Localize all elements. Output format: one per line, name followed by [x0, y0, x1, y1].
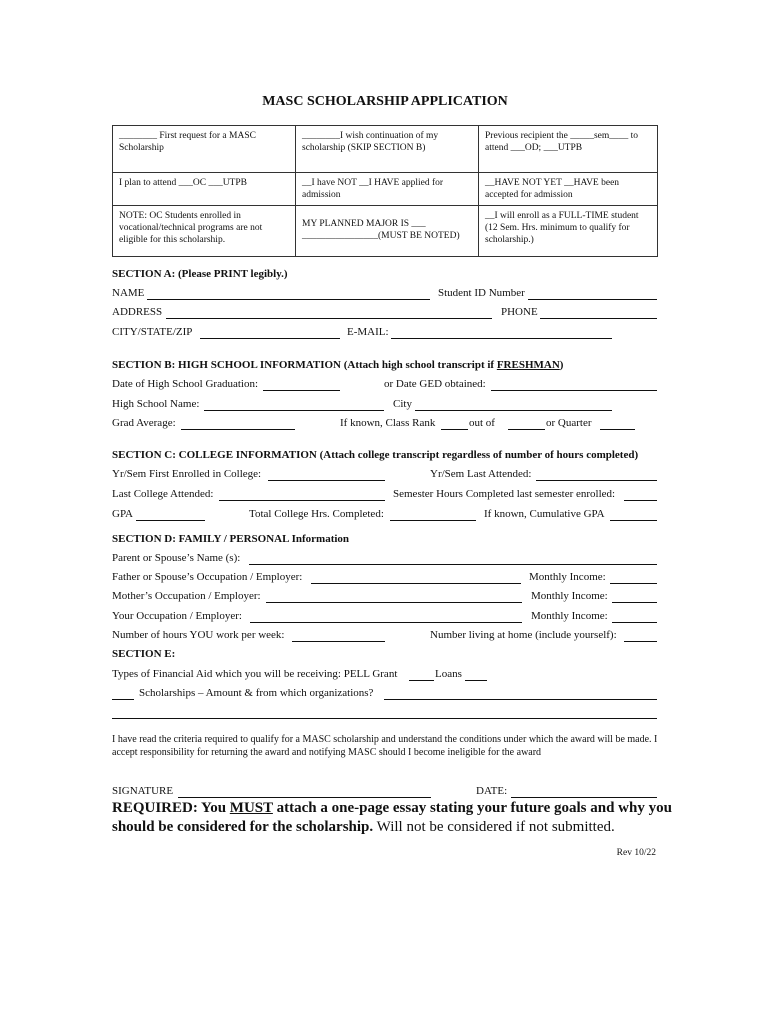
total-hours-label: Total College Hrs. Completed:: [249, 508, 384, 520]
grad-average-field[interactable]: [181, 429, 295, 430]
section-d-heading: SECTION D: FAMILY / PERSONAL Information: [112, 533, 350, 545]
hours-work-field[interactable]: [292, 641, 385, 642]
first-request-cell[interactable]: ________ First request for a MASC Scholarship: [113, 126, 296, 173]
class-rank-field[interactable]: [441, 429, 468, 430]
student-id-field[interactable]: [528, 299, 657, 300]
parent-name-label: Parent or Spouse’s Name (s):: [112, 552, 241, 564]
last-college-field[interactable]: [219, 500, 385, 501]
high-school-name-label: High School Name:: [112, 398, 200, 410]
your-income-label: Monthly Income:: [531, 610, 608, 622]
first-enrolled-field[interactable]: [268, 480, 385, 481]
high-school-name-field[interactable]: [204, 410, 384, 411]
signature-label: SIGNATURE: [112, 785, 174, 797]
loans-label: Loans: [435, 668, 462, 680]
name-field[interactable]: [147, 299, 430, 300]
aid-types-label: Types of Financial Aid which you will be receiving: PELL Grant: [112, 668, 398, 680]
name-label: NAME: [112, 287, 145, 299]
first-enrolled-label: Yr/Sem First Enrolled in College:: [112, 468, 262, 480]
revision-label: Rev 10/22: [616, 848, 656, 858]
graduation-date-label: Date of High School Graduation:: [112, 378, 259, 390]
hs-city-field[interactable]: [415, 410, 612, 411]
section-c-heading: SECTION C: COLLEGE INFORMATION (Attach college transcript regardless of number of hours completed): [112, 449, 639, 461]
section-a-heading: SECTION A: (Please PRINT legibly.): [112, 268, 288, 280]
city-state-zip-label: CITY/STATE/ZIP: [112, 326, 193, 338]
cumulative-gpa-label: If known, Cumulative GPA: [484, 508, 605, 520]
mother-occupation-label: Mother’s Occupation / Employer:: [112, 590, 261, 602]
scholarships-label: Scholarships – Amount & from which organizations?: [139, 687, 374, 699]
date-label: DATE:: [476, 785, 508, 797]
total-hours-field[interactable]: [390, 520, 476, 521]
planned-major-cell[interactable]: MY PLANNED MAJOR IS ___ ________________(MUST BE NOTED): [296, 206, 479, 257]
certification-statement: I have read the criteria required to qualify for a MASC scholarship and understand the conditions under which the award will be made. I accept responsibility for returning the award and notifying MASC should I become ineligible for the award: [112, 734, 658, 758]
quarter-label: or Quarter: [546, 417, 592, 429]
oc-note-cell: NOTE: OC Students enrolled in vocational/technical programs are not eligible for this scholarship.: [113, 206, 296, 257]
your-occupation-field[interactable]: [250, 622, 522, 623]
section-b-heading: SECTION B: HIGH SCHOOL INFORMATION (Attach high school transcript if FRESHMAN): [112, 359, 564, 371]
previous-recipient-cell[interactable]: Previous recipient the _____sem____ to attend ___OD; ___UTPB: [479, 126, 658, 173]
address-label: ADDRESS: [112, 306, 163, 318]
email-label: E-MAIL:: [347, 326, 389, 338]
eligibility-table: [112, 125, 658, 257]
your-occupation-label: Your Occupation / Employer:: [112, 610, 242, 622]
mother-income-label: Monthly Income:: [531, 590, 608, 602]
essay-requirement: REQUIRED: You MUST attach a one-page essay stating your future goals and why you should be considered for the scholarship. Will not be considered if not submitted.: [112, 800, 672, 835]
graduation-date-field[interactable]: [263, 390, 340, 391]
semester-hours-label: Semester Hours Completed last semester enrolled:: [393, 488, 616, 500]
your-income-field[interactable]: [612, 622, 657, 623]
plan-to-attend-cell[interactable]: I plan to attend ___OC ___UTPB: [113, 173, 296, 206]
full-time-cell[interactable]: __I will enroll as a FULL-TIME student (12 Sem. Hrs. minimum to qualify for scholarship.): [479, 206, 658, 257]
section-e-heading: SECTION E:: [112, 648, 176, 660]
out-of-label: out of: [469, 417, 495, 429]
accepted-admission-cell[interactable]: __HAVE NOT YET __HAVE been accepted for admission: [479, 173, 658, 206]
hs-city-label: City: [393, 398, 412, 410]
scholarships-field-line-2[interactable]: [112, 718, 657, 719]
phone-label: PHONE: [501, 306, 538, 318]
gpa-label: GPA: [112, 508, 133, 520]
loans-field[interactable]: [465, 680, 487, 681]
scholarships-check-field[interactable]: [112, 699, 134, 700]
mother-occupation-field[interactable]: [266, 602, 522, 603]
father-income-field[interactable]: [610, 583, 657, 584]
applied-admission-cell[interactable]: __I have NOT __I HAVE applied for admission: [296, 173, 479, 206]
father-occupation-label: Father or Spouse’s Occupation / Employer:: [112, 571, 303, 583]
hours-work-label: Number of hours YOU work per week:: [112, 629, 285, 641]
scholarships-field[interactable]: [384, 699, 657, 700]
living-home-field[interactable]: [624, 641, 657, 642]
last-college-label: Last College Attended:: [112, 488, 214, 500]
address-field[interactable]: [166, 318, 492, 319]
email-field[interactable]: [391, 338, 612, 339]
pell-grant-field[interactable]: [409, 680, 434, 681]
quarter-field[interactable]: [600, 429, 635, 430]
ged-date-field[interactable]: [491, 390, 657, 391]
mother-income-field[interactable]: [612, 602, 657, 603]
ged-date-label: or Date GED obtained:: [384, 378, 486, 390]
date-field[interactable]: [511, 797, 657, 798]
student-id-label: Student ID Number: [438, 287, 525, 299]
phone-field[interactable]: [540, 318, 657, 319]
class-rank-label: If known, Class Rank: [340, 417, 436, 429]
continuation-cell[interactable]: ________I wish continuation of my scholarship (SKIP SECTION B): [296, 126, 479, 173]
living-home-label: Number living at home (include yourself):: [430, 629, 617, 641]
parent-name-field[interactable]: [249, 564, 657, 565]
signature-field[interactable]: [178, 797, 431, 798]
grad-average-label: Grad Average:: [112, 417, 176, 429]
cumulative-gpa-field[interactable]: [610, 520, 657, 521]
form-title: MASC SCHOLARSHIP APPLICATION: [262, 94, 508, 109]
last-attended-label: Yr/Sem Last Attended:: [430, 468, 532, 480]
last-attended-field[interactable]: [536, 480, 657, 481]
semester-hours-field[interactable]: [624, 500, 657, 501]
city-state-zip-field[interactable]: [200, 338, 340, 339]
father-income-label: Monthly Income:: [529, 571, 606, 583]
out-of-field[interactable]: [508, 429, 545, 430]
father-occupation-field[interactable]: [311, 583, 521, 584]
gpa-field[interactable]: [136, 520, 205, 521]
